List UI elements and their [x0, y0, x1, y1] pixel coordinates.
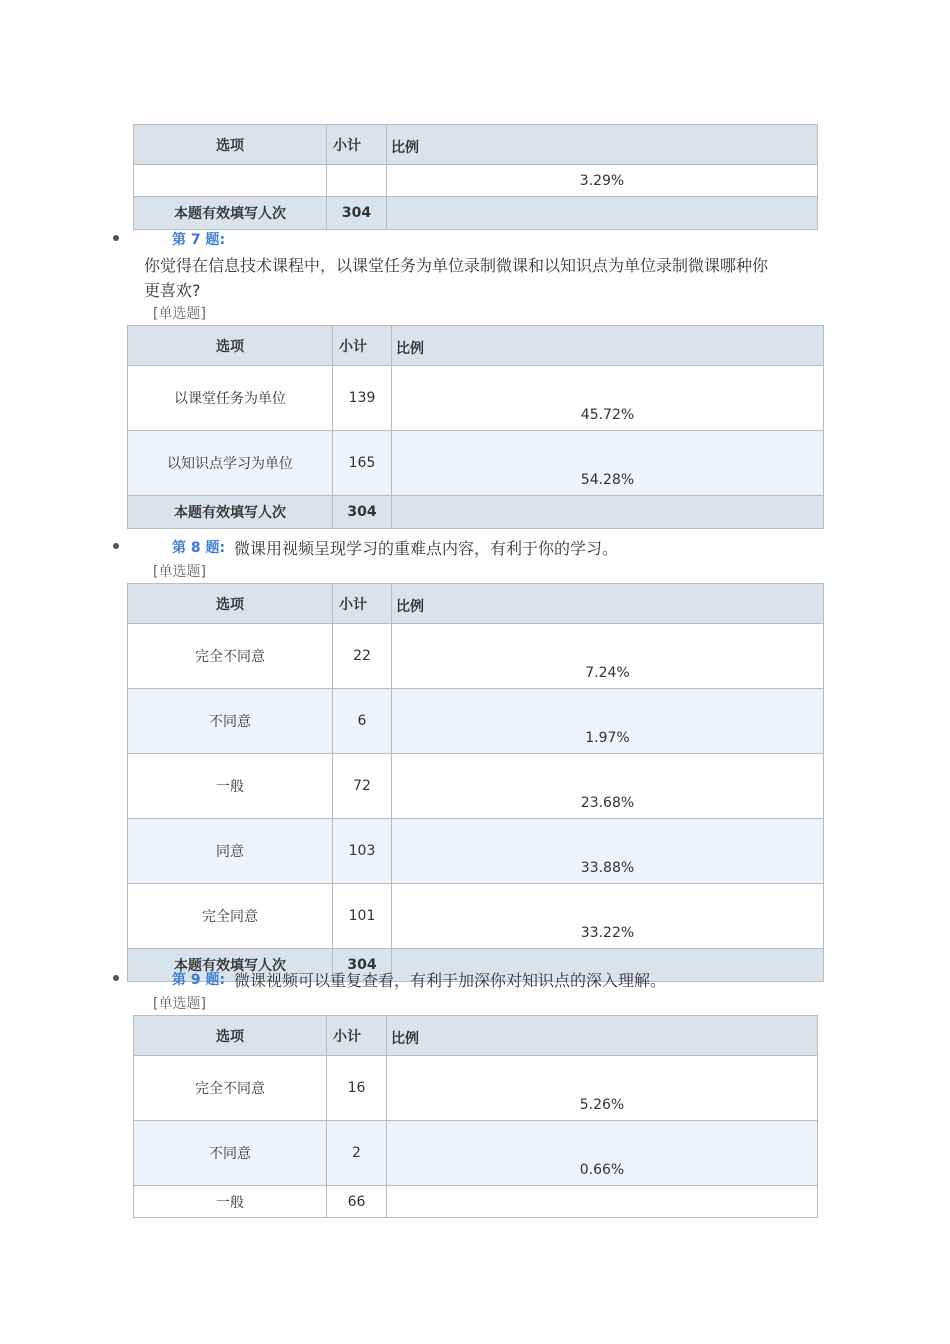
header-count: 小计 [327, 1016, 387, 1056]
table-row [128, 754, 824, 819]
total-label: 本题有效填写人次 [134, 197, 327, 230]
table-row [128, 884, 824, 949]
option-cell [134, 165, 327, 197]
count-cell: 165 [333, 431, 392, 496]
ratio-cell: 33.88% [392, 819, 824, 884]
question-number: 第 7 题: [172, 232, 226, 248]
ratio-cell: 5.26% [387, 1056, 818, 1121]
header-ratio: 比例 [387, 1016, 818, 1056]
ratio-cell: 1.97% [392, 689, 824, 754]
count-cell [327, 165, 387, 197]
ratio-cell: 54.28% [392, 431, 824, 496]
table-row [134, 165, 818, 197]
count-cell: 22 [333, 624, 392, 689]
header-ratio: 比例 [387, 125, 818, 165]
question-text: 你觉得在信息技术课程中，以课堂任务为单位录制微课和以知识点为单位录制微课哪种你 [144, 256, 769, 275]
total-empty [387, 197, 818, 230]
table-row [128, 366, 824, 431]
table-row [128, 624, 824, 689]
question-text: 微课用视频呈现学习的重难点内容，有利于你的学习。 [234, 539, 619, 558]
total-count: 304 [327, 197, 387, 230]
option-cell: 以知识点学习为单位 [128, 431, 333, 496]
count-cell: 139 [333, 366, 392, 431]
header-ratio: 比例 [392, 326, 824, 366]
count-cell: 6 [333, 689, 392, 754]
q8-table [127, 583, 824, 982]
header-option: 选项 [128, 584, 333, 624]
question-text-line2: 更喜欢? [144, 281, 201, 300]
option-cell: 完全不同意 [128, 624, 333, 689]
ratio-cell: 3.29% [387, 165, 818, 197]
question-number: 第 8 题: [172, 540, 226, 556]
option-cell: 不同意 [128, 689, 333, 754]
table-row [128, 431, 824, 496]
total-count: 304 [333, 949, 392, 982]
option-cell: 一般 [128, 754, 333, 819]
header-count: 小计 [333, 326, 392, 366]
question-text: 微课视频可以重复查看，有利于加深你对知识点的深入理解。 [234, 971, 667, 990]
table-header-row [128, 584, 824, 624]
option-cell: 以课堂任务为单位 [128, 366, 333, 431]
header-count: 小计 [333, 584, 392, 624]
ratio-cell: 33.22% [392, 884, 824, 949]
count-cell: 72 [333, 754, 392, 819]
total-row [128, 496, 824, 529]
q6-table [133, 124, 818, 230]
count-cell: 101 [333, 884, 392, 949]
header-ratio: 比例 [392, 584, 824, 624]
table-row [134, 1056, 818, 1121]
option-cell: 完全不同意 [134, 1056, 327, 1121]
table-row [128, 819, 824, 884]
count-cell: 103 [333, 819, 392, 884]
ratio-cell: 7.24% [392, 624, 824, 689]
header-option: 选项 [128, 326, 333, 366]
total-count: 304 [333, 496, 392, 529]
ratio-cell: 23.68% [392, 754, 824, 819]
question-number: 第 9 题: [172, 972, 226, 988]
question-type: [单选题] [153, 306, 206, 322]
question-type: [单选题] [153, 996, 206, 1012]
q7-table [127, 325, 824, 529]
header-option: 选项 [134, 125, 327, 165]
table-header-row [134, 125, 818, 165]
ratio-cell: 45.72% [392, 366, 824, 431]
count-cell: 66 [327, 1186, 387, 1218]
header-option: 选项 [134, 1016, 327, 1056]
count-cell: 16 [327, 1056, 387, 1121]
option-cell: 完全同意 [128, 884, 333, 949]
option-cell: 同意 [128, 819, 333, 884]
bullet-icon [113, 543, 119, 549]
q9-table [133, 1015, 818, 1218]
option-cell: 不同意 [134, 1121, 327, 1186]
bullet-icon [113, 235, 119, 241]
total-label: 本题有效填写人次 [128, 496, 333, 529]
count-cell: 2 [327, 1121, 387, 1186]
total-row [134, 197, 818, 230]
table-row [134, 1186, 818, 1218]
table-row [134, 1121, 818, 1186]
ratio-cell: 0.66% [387, 1121, 818, 1186]
table-header-row [128, 326, 824, 366]
question-type: [单选题] [153, 564, 206, 580]
option-cell: 一般 [134, 1186, 327, 1218]
ratio-cell [387, 1186, 818, 1218]
table-header-row [134, 1016, 818, 1056]
table-row [128, 689, 824, 754]
total-label: 本题有效填写人次 [128, 949, 333, 982]
total-empty [392, 496, 824, 529]
header-count: 小计 [327, 125, 387, 165]
bullet-icon [113, 975, 119, 981]
